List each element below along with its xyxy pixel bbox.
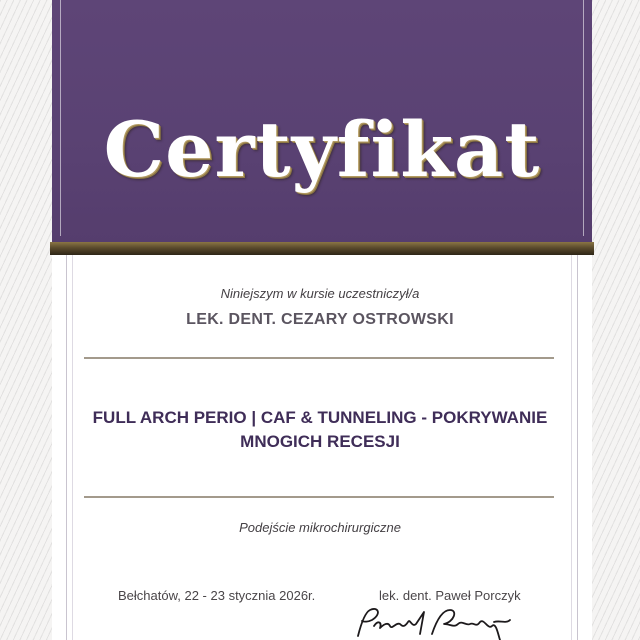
course-title-line-2: MNOGICH RECESJI bbox=[240, 432, 400, 451]
course-subtitle: Podejście mikrochirurgiczne bbox=[239, 520, 401, 535]
gold-divider-bar bbox=[50, 242, 594, 255]
intro-text: Niniejszym w kursie uczestniczył/a bbox=[220, 286, 420, 301]
course-title bbox=[80, 406, 560, 454]
course-title-line-1: FULL ARCH PERIO | CAF & TUNNELING - POKRYWANIE bbox=[92, 408, 548, 427]
handwritten-signature bbox=[350, 600, 530, 640]
divider-top bbox=[84, 357, 554, 359]
signer-name: lek. dent. Paweł Porczyk bbox=[379, 588, 521, 603]
place-and-date: Bełchatów, 22 - 23 stycznia 2026r. bbox=[118, 588, 316, 603]
divider-bottom bbox=[84, 496, 554, 498]
participant-name: LEK. DENT. CEZARY OSTROWSKI bbox=[186, 311, 454, 328]
certificate-title: Certyfikat bbox=[103, 105, 541, 194]
